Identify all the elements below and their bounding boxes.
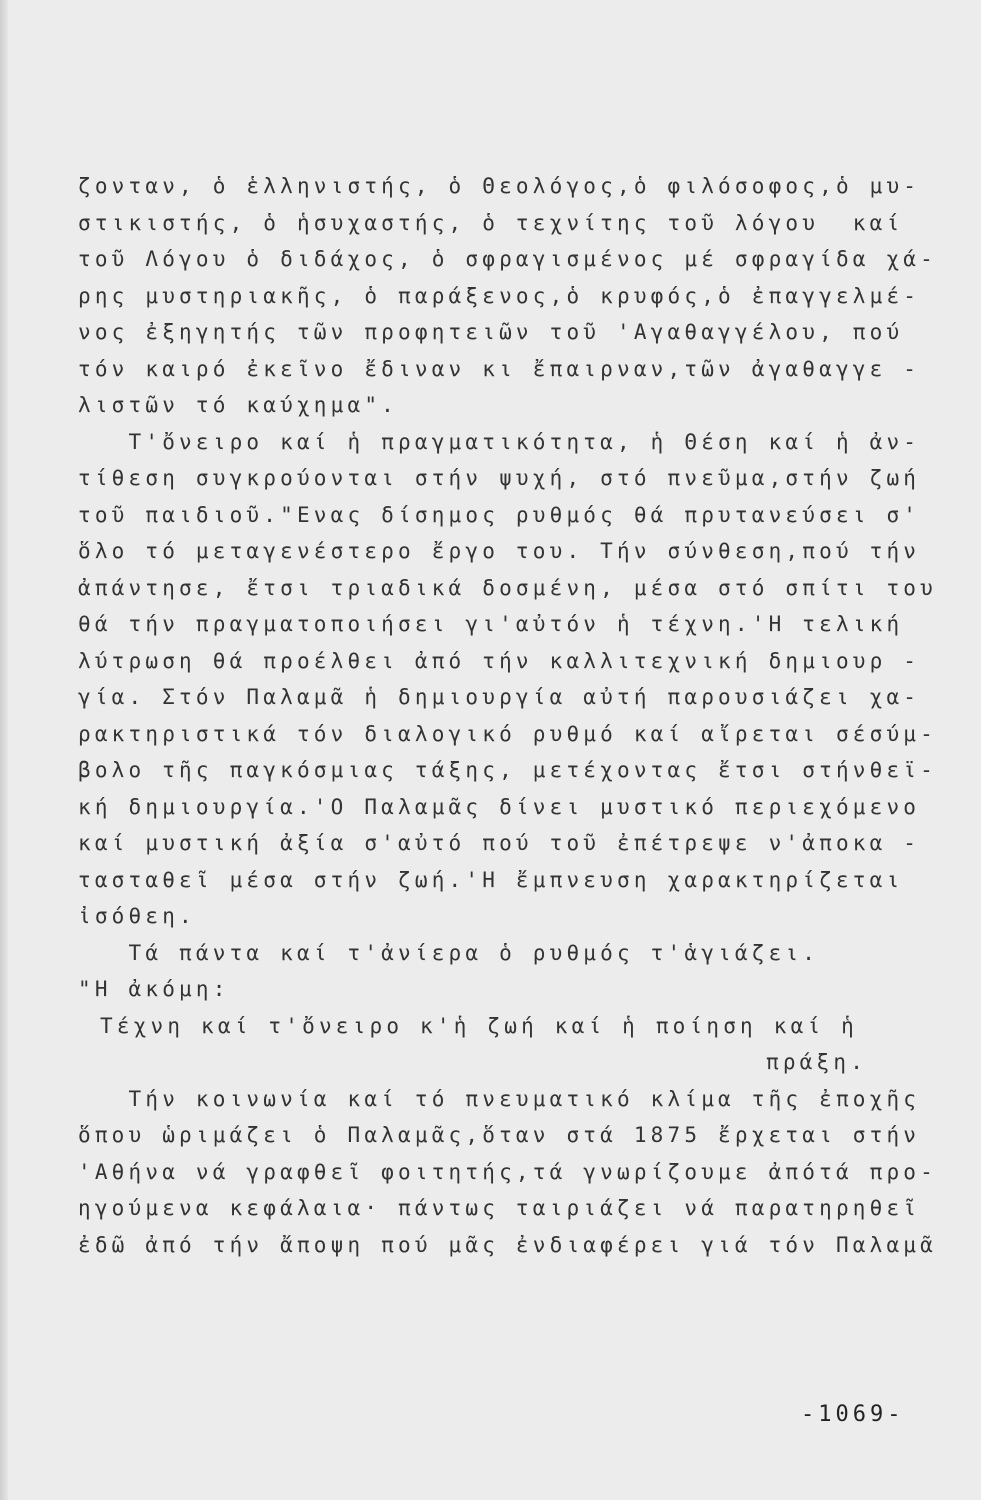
text-line: τοῦ παιδιοῦ."Ενας δίσημος ρυθμός θά πρυτανεύσει σ' <box>78 502 921 527</box>
text-line: θά τήν πραγματοποιήσει γι'αὐτόν ἡ τέχνη.'Η τελική <box>78 612 904 636</box>
page-left-edge <box>0 0 8 1500</box>
verse-line-end: πράξη. <box>766 1050 868 1074</box>
text-line: τόν καιρό ἐκεῖνο ἔδιναν κι ἔπαιρναν,τῶν ἀγαθαγγε - <box>78 356 921 381</box>
text-line: ἐδῶ ἀπό τήν ἄποψη πού μᾶς ἐνδιαφέρει γιά τόν Παλαμᾶ <box>78 1232 937 1257</box>
text-line: ζονταν, ὁ ἑλληνιστής, ὁ Θεολόγος,ὁ φιλόσοφος,ὁ μυ- <box>78 174 921 198</box>
text-line: λιστῶν τό καύχημα". <box>78 393 399 417</box>
text-line: ηγούμενα κεφάλαια· πάντως ταιριάζει νά παρατηρηθεῖ <box>78 1196 921 1220</box>
text-line: βολο τῆς παγκόσμιας τάξης, μετέχοντας ἔτσι στήνθεϊ- <box>78 758 937 782</box>
text-line: λύτρωση θά προέλθει ἀπό τήν καλλιτεχνική δημιουρ - <box>78 648 921 673</box>
text-line: ἰσόθεη. <box>78 904 196 928</box>
text-line: τασταθεῖ μέσα στήν ζωή.'Η ἔμπνευση χαρακτηρίζεται <box>78 867 904 892</box>
text-line: Τ'ὄνειρο καί ἡ πραγματικότητα, ἡ Θέση καί ἡ ἀν- <box>78 429 921 454</box>
text-line: ρακτηριστικά τόν διαλογικό ρυθμό καί αἴρεται σέσύμ- <box>78 721 937 746</box>
text-line: καί μυστική ἀξία σ'αὐτό πού τοῦ ἐπέτρεψε ν'ἀποκα - <box>78 831 921 855</box>
text-line: ἀπάντησε, ἔτσι τριαδικά δοσμένη, μέσα στό σπίτι του <box>78 575 937 600</box>
text-line: νος ἐξηγητής τῶν προφητειῶν τοῦ 'Αγαθαγγέλου, πού <box>78 320 904 344</box>
text-line: τίθεση συγκρούονται στήν ψυχή, στό πνεῦμα,στήν ζωή <box>78 466 921 490</box>
text-line: τοῦ Λόγου ὁ διδάχος, ὁ σφραγισμένος μέ σφραγίδα χά- <box>78 247 937 271</box>
text-line: γία. Στόν Παλαμᾶ ἡ δημιουργία αὐτή παρουσιάζει χα- <box>78 685 921 709</box>
text-line: ὅλο τό μεταγενέστερο ἔργο του. Τήν σύνθεση,πού τήν <box>78 539 921 563</box>
text-line: στικιστής, ὁ ἡσυχαστής, ὁ τεχνίτης τοῦ λόγου καί <box>78 210 904 235</box>
text-line: "Η ἀκόμη: <box>78 977 230 1001</box>
body-text <box>78 168 937 1263</box>
text-line: κή δημιουργία.'Ο Παλαμᾶς δίνει μυστικό περιεχόμενο <box>78 794 921 819</box>
verse-line: Τέχνη καί τ'ὄνειρο κ'ἡ ζωή καί ἡ ποίηση καί ἡ <box>100 1013 858 1038</box>
page-number: -1069- <box>801 1402 905 1427</box>
text-line: Τήν κοινωνία καί τό πνευματικό κλίμα τῆς ἐποχῆς <box>78 1086 921 1111</box>
text-line: ὅπου ὡριμάζει ὁ Παλαμᾶς,ὅταν στά 1875 ἔρχεται στήν <box>78 1123 921 1147</box>
text-line: ρης μυστηριακῆς, ὁ παράξενος,ὁ κρυφός,ὁ ἐπαγγελμέ- <box>78 283 921 308</box>
text-line: Τά πάντα καί τ'ἀνίερα ὁ ρυθμός τ'ἁγιάζει. <box>78 940 820 965</box>
text-line: 'Αθήνα νά γραφθεῖ φοιτητής,τά γνωρίζουμε ἀπότά προ- <box>78 1159 937 1184</box>
